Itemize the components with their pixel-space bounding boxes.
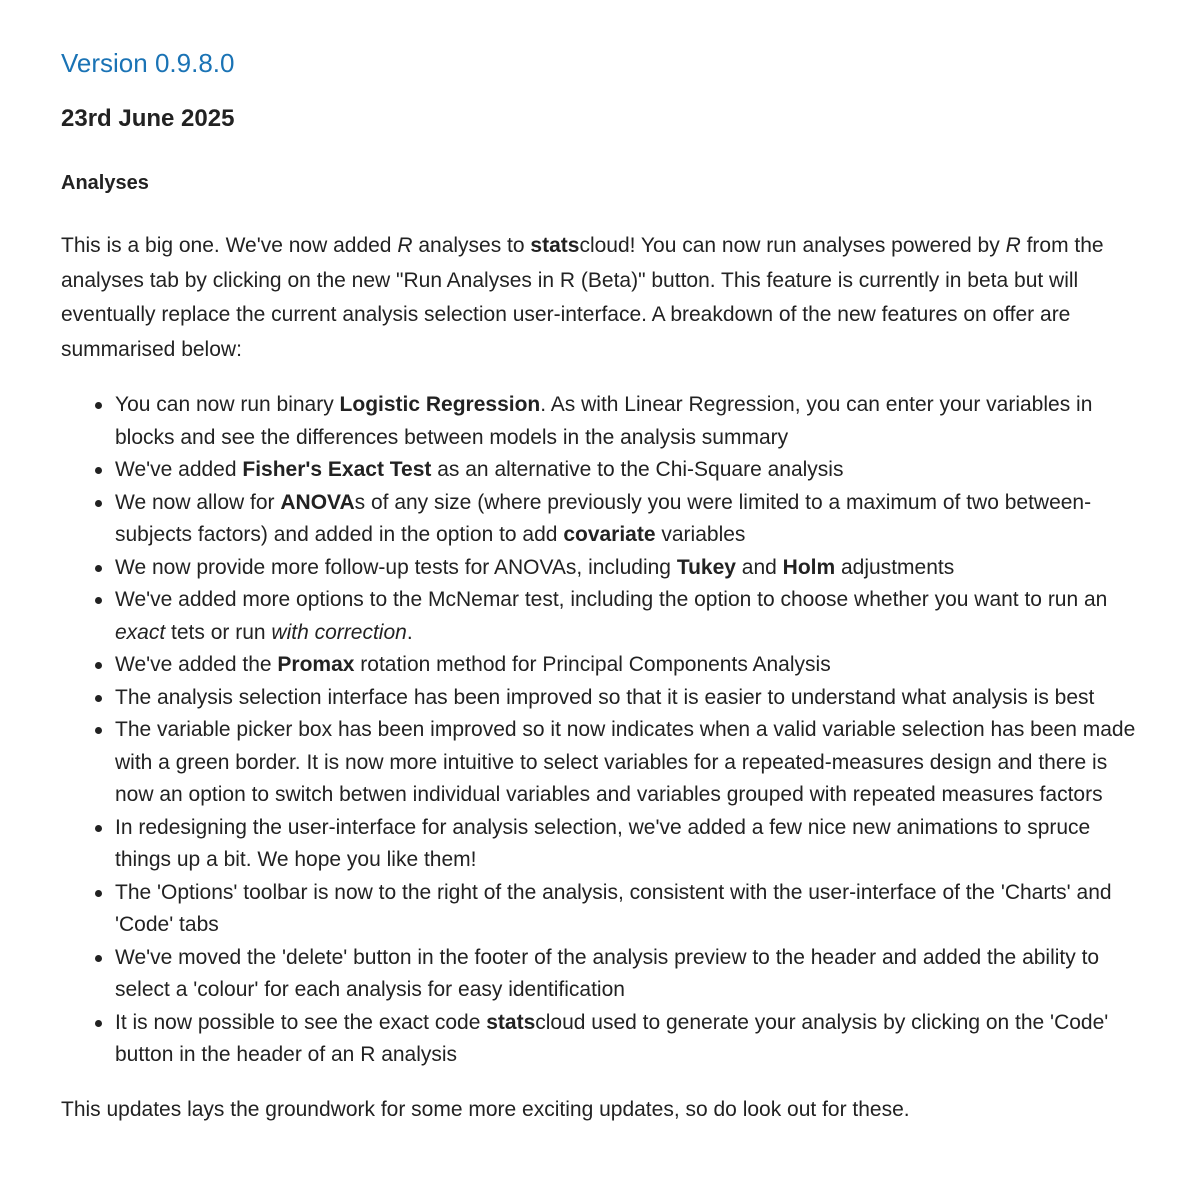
feature-item-variable-picker bbox=[115, 714, 1145, 812]
brand-name-bold: stats bbox=[486, 1010, 536, 1034]
closing-paragraph: This updates lays the groundwork for some more exciting updates, so do look out for these. bbox=[61, 1097, 910, 1121]
feature-text: We now allow for bbox=[115, 490, 281, 514]
feature-text: tets or run bbox=[165, 620, 272, 644]
feature-emphasis: exact bbox=[115, 620, 166, 644]
bullet-icon bbox=[95, 565, 102, 572]
intro-text-3: ! You can now run analyses powered by bbox=[629, 234, 1006, 257]
feature-text: variables bbox=[655, 523, 746, 546]
feature-highlight: Fisher's Exact Test bbox=[242, 458, 432, 481]
bullet-icon bbox=[95, 727, 102, 734]
bullet-icon bbox=[95, 890, 102, 897]
bullet-icon bbox=[95, 402, 102, 409]
feature-highlight: ANOVA bbox=[280, 490, 355, 514]
bullet-icon bbox=[95, 955, 102, 962]
feature-item-logistic-regression bbox=[115, 389, 1145, 454]
feature-emphasis: with correction bbox=[271, 620, 407, 644]
feature-text: . As with Linear Regression, you can enter your variables in blocks and see the differences between models in the analysis summary bbox=[115, 393, 1093, 449]
feature-highlight: Promax bbox=[277, 653, 355, 676]
release-date-heading: 23rd June 2025 bbox=[61, 105, 235, 132]
feature-text: The 'Options' toolbar is now to the right of the analysis, consistent with the user-interface of the 'Charts' and 'Code' tabs bbox=[115, 880, 1112, 936]
feature-text: . bbox=[406, 620, 413, 644]
feature-text: The variable picker box has been improved so it now indicates when a valid variable selection has been made with a green border. It is now more intuitive to select variables for a repeated-measures design and there is now an option to switch betwen individual variables and variables grouped with repeated measures factors bbox=[115, 718, 1136, 806]
feature-list bbox=[61, 389, 1145, 1072]
brand-name-rest: cloud bbox=[579, 234, 630, 257]
intro-text-2: analyses to bbox=[412, 234, 531, 257]
feature-highlight: Holm bbox=[782, 555, 836, 579]
intro-text-4: from the analyses tab by clicking on the new "Run Analyses in R (Beta)" button. This feature is currently in beta but will eventually replace the current analysis selection user-interface. A breakdown of the new features on offer are summarised below: bbox=[61, 234, 1104, 361]
feature-item-animations bbox=[115, 812, 1145, 877]
version-link[interactable]: Version 0.9.8.0 bbox=[61, 48, 235, 78]
feature-highlight: Tukey bbox=[676, 555, 736, 579]
bullet-icon bbox=[95, 1020, 102, 1027]
feature-item-options-toolbar bbox=[115, 877, 1145, 942]
feature-text: s of any size (where previously you were limited to a maximum of two between-subjects factors) and added in the option to add bbox=[115, 490, 1092, 546]
feature-text: as an alternative to the Chi-Square analysis bbox=[431, 458, 844, 481]
brand-name-bold: stats bbox=[530, 234, 580, 257]
bullet-icon bbox=[95, 467, 102, 474]
feature-item-follow-up-tests bbox=[115, 552, 1145, 585]
feature-text: used to generate your analysis by clicking on the 'Code' button in the header of an R analysis bbox=[115, 1010, 1109, 1066]
feature-highlight: covariate bbox=[563, 523, 656, 546]
feature-highlight: Logistic Regression bbox=[339, 393, 541, 416]
bullet-icon bbox=[95, 662, 102, 669]
feature-text: We've moved the 'delete' button in the footer of the analysis preview to the header and added the ability to select a 'colour' for each analysis for easy identification bbox=[115, 945, 1100, 1001]
feature-item-delete-button bbox=[115, 942, 1145, 1007]
feature-text: You can now run binary bbox=[115, 393, 340, 416]
intro-text-1: This is a big one. We've now added bbox=[61, 234, 398, 257]
feature-item-mcnemar bbox=[115, 584, 1145, 649]
bullet-icon bbox=[95, 597, 102, 604]
feature-text: The analysis selection interface has been improved so that it is easier to understand what analysis is best bbox=[115, 685, 1095, 709]
feature-text: We've added the bbox=[115, 653, 278, 676]
feature-text: In redesigning the user-interface for analysis selection, we've added a few nice new animations to spruce things up a bit. We hope you like them! bbox=[115, 815, 1091, 871]
brand-name-rest: cloud bbox=[535, 1010, 586, 1034]
r-language-name: R bbox=[397, 234, 413, 257]
r-language-name-2: R bbox=[1005, 234, 1021, 257]
bullet-icon bbox=[95, 500, 102, 507]
feature-item-anova bbox=[115, 487, 1145, 552]
feature-item-fishers-exact-test bbox=[115, 454, 1145, 487]
section-heading-analyses: Analyses bbox=[61, 172, 149, 194]
feature-text: rotation method for Principal Components Analysis bbox=[354, 653, 831, 676]
feature-text: We now provide more follow-up tests for ANOVAs, including bbox=[115, 555, 677, 579]
bullet-icon bbox=[95, 825, 102, 832]
feature-text: and bbox=[735, 555, 783, 579]
bullet-icon bbox=[95, 695, 102, 702]
intro-paragraph bbox=[61, 229, 1141, 367]
feature-item-promax bbox=[115, 649, 1145, 682]
feature-text: adjustments bbox=[835, 555, 955, 579]
feature-item-code-button bbox=[115, 1007, 1145, 1072]
feature-item-selection-interface bbox=[115, 682, 1145, 715]
feature-text: We've added bbox=[115, 458, 243, 481]
feature-text: We've added more options to the McNemar test, including the option to choose whether you want to run an bbox=[115, 588, 1108, 611]
feature-text: It is now possible to see the exact code bbox=[115, 1010, 487, 1034]
